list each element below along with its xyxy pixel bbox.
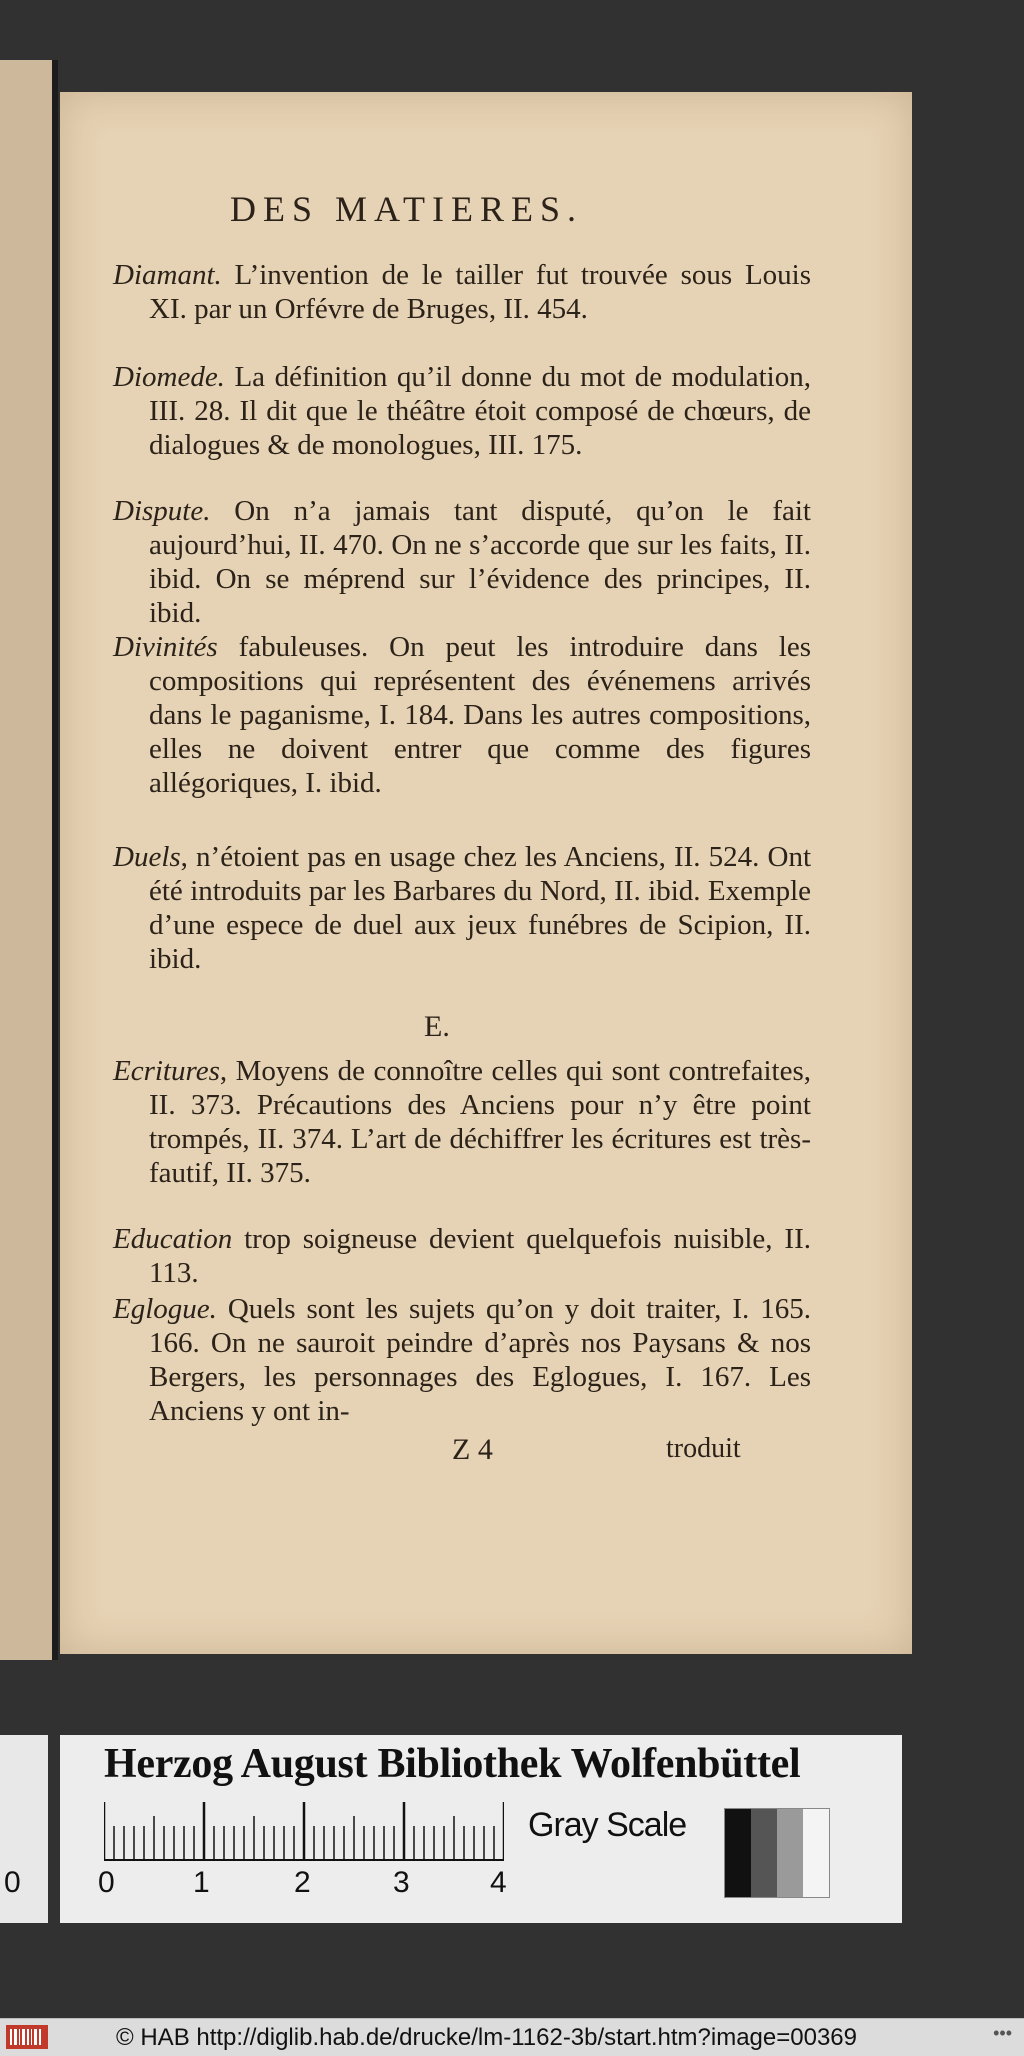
index-entry [113, 630, 811, 800]
entry-text: Quels sont les sujets qu’on y doit traiter, I. 165. 166. On ne sauroit peindre d’après nos Paysans & nos Bergers, les personnages des Eglogues, I. 167. Les Anciens y ont in- [149, 1293, 811, 1427]
gray-scale-label: Gray Scale [528, 1806, 687, 1844]
ruler-number: 3 [393, 1866, 410, 1899]
entry-text: , Moyens de connoître celles qui sont contrefaites, II. 373. Précautions des Anciens pour n’y être point trompés, II. 374. L’art de déchiffrer les écritures est très-fautif, II. 375. [149, 1055, 811, 1189]
viewer-footer [0, 2018, 1024, 2056]
swatch-white [803, 1809, 829, 1897]
index-entry [113, 494, 811, 630]
ruler-ticks [104, 1802, 504, 1860]
ruler-number: 4 [490, 1866, 507, 1899]
entry-text: L’invention de le tailler fut trouvée sous Louis XI. par un Orfévre de Bruges, II. 454. [149, 259, 811, 325]
entry-text: On n’a jamais tant disputé, qu’on le fait aujourd’hui, II. 470. On ne s’accorde que sur les faits, II. ibid. On se méprend sur l’évidence des principes, II. ibid. [149, 495, 811, 629]
entry-headword: Divinités [113, 631, 218, 663]
index-entry [113, 1054, 811, 1190]
entry-text: La définition qu’il donne du mot de modulation, III. 28. Il dit que le théâtre étoit composé de chœurs, de dialogues & de monologues, III. 175. [149, 361, 811, 461]
ruler-number: 1 [193, 1866, 210, 1899]
index-entry [113, 258, 811, 326]
entry-headword: Diamant. [113, 259, 222, 291]
entry-headword: Eglogue. [113, 1293, 217, 1325]
section-letter: E. [424, 1010, 450, 1043]
entry-headword: Dispute. [113, 495, 211, 527]
library-title: Herzog August Bibliothek Wolfenbüttel [104, 1741, 801, 1787]
index-entry [113, 1292, 811, 1428]
entry-headword: Ecritures [113, 1055, 220, 1087]
index-entry [113, 1222, 811, 1290]
left-partial-number: 0 [4, 1866, 21, 1899]
ruler-number: 2 [294, 1866, 311, 1899]
entry-text: fabuleuses. On peut les introduire dans les compositions qui représentent des événemens arrivés dans le paganisme, I. 184. Dans les autres compositions, elles ne doivent entrer que comme des figures allégoriques, I. ibid. [149, 631, 811, 799]
more-menu-icon[interactable]: ••• [993, 2023, 1012, 2043]
previous-page-edge [0, 60, 52, 1660]
scale-ruler [104, 1802, 504, 1864]
running-head: DES MATIERES. [230, 189, 584, 229]
copyright-url[interactable]: © HAB http://diglib.hab.de/drucke/lm-1162-3b/start.htm?image=00369 [116, 2024, 857, 2051]
entry-text: , n’étoient pas en usage chez les Anciens, II. 524. Ont été introduits par les Barbares du Nord, II. ibid. Exemple d’une espece de duel aux jeux funébres de Scipion, II. ibid. [149, 841, 811, 975]
index-entry [113, 840, 811, 976]
entry-headword: Education [113, 1223, 233, 1255]
ruler-number: 0 [98, 1866, 115, 1899]
signature-mark: Z 4 [452, 1433, 493, 1466]
entry-headword: Duels [113, 841, 181, 873]
barcode-logo-icon [6, 2025, 48, 2049]
calibration-card-left-fragment [0, 1735, 48, 1923]
swatch-mid-gray [777, 1809, 803, 1897]
gray-scale-swatches [724, 1808, 830, 1898]
page-gutter-shadow [52, 60, 58, 1660]
swatch-black [725, 1809, 751, 1897]
swatch-dark-gray [751, 1809, 777, 1897]
entry-text: trop soigneuse devient quelquefois nuisible, II. 113. [149, 1223, 811, 1289]
entry-headword: Diomede. [113, 361, 225, 393]
index-entry [113, 360, 811, 462]
catchword: troduit [666, 1433, 741, 1464]
